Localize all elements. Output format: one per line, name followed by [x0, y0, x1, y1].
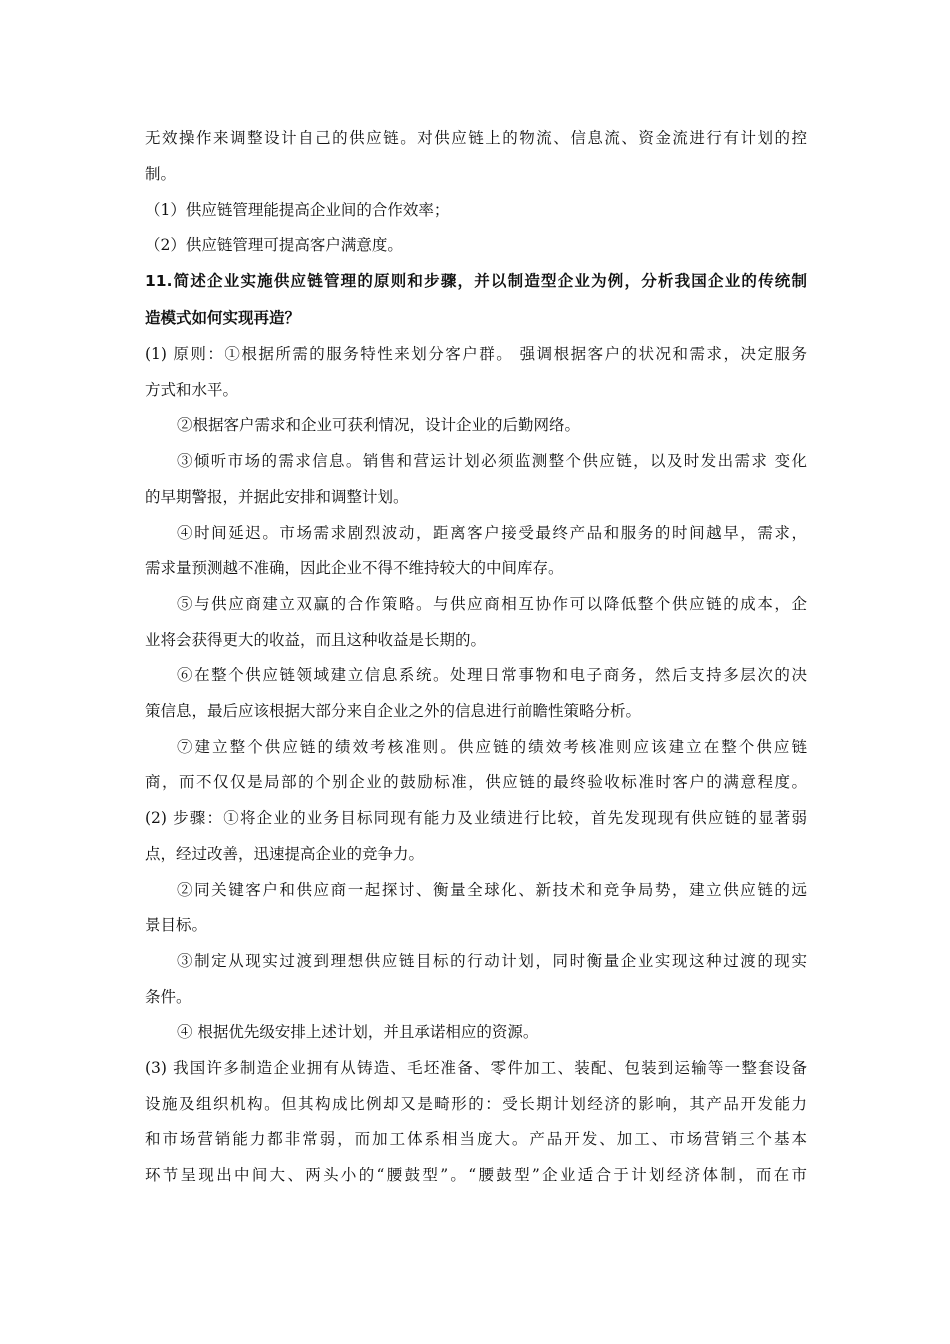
- text-line: ⑦建立整个供应链的绩效考核准则。供应链的绩效考核准则应该建立在整个供应链: [177, 738, 807, 756]
- text-line: ⑥在整个供应链领域建立信息系统。处理日常事物和电子商务，然后支持多层次的决: [177, 666, 807, 684]
- text-line: ④时间延迟。市场需求剧烈波动，距离客户接受最终产品和服务的时间越早，需求，: [177, 524, 807, 542]
- text-line: 条件。: [145, 988, 192, 1006]
- text-line: （1）供应链管理能提高企业间的合作效率；: [145, 201, 450, 219]
- text-line: 的早期警报，并据此安排和调整计划。: [145, 488, 409, 506]
- text-line: ②同关键客户和供应商一起探讨、衡量全球化、新技术和竞争局势，建立供应链的远: [177, 881, 807, 899]
- text-line: 环节呈现出中间大、两头小的“腰鼓型”。“腰鼓型”企业适合于计划经济体制，而在市: [145, 1166, 807, 1184]
- text-line: ②根据客户需求和企业可获利情况，设计企业的后勤网络。: [177, 416, 581, 434]
- text-line: ③制定从现实过渡到理想供应链目标的行动计划，同时衡量企业实现这种过渡的现实: [177, 952, 807, 970]
- text-line: 商，而不仅仅是局部的个别企业的鼓励标准，供应链的最终验收标准时客户的满意程度。: [145, 773, 807, 791]
- text-line: （2）供应链管理可提高客户满意度。: [145, 236, 403, 254]
- text-line: ④ 根据优先级安排上述计划，并且承诺相应的资源。: [177, 1023, 539, 1041]
- text-line: ③倾听市场的需求信息。销售和营运计划必须监测整个供应链，以及时发出需求 变化: [177, 452, 807, 470]
- text-line: ⑤与供应商建立双赢的合作策略。与供应商相互协作可以降低整个供应链的成本，企: [177, 595, 807, 613]
- text-line: 方式和水平。: [145, 381, 239, 399]
- text-line: 景目标。: [145, 916, 208, 934]
- text-line: 策信息，最后应该根据大部分来自企业之外的信息进行前瞻性策略分析。: [145, 702, 642, 720]
- question-heading: 11.简述企业实施供应链管理的原则和步骤，并以制造型企业为例，分析我国企业的传统制: [145, 272, 807, 290]
- text-line: (1) 原则：①根据所需的服务特性来划分客户群。 强调根据客户的状况和需求，决定服务: [145, 345, 807, 363]
- text-line: 业将会获得更大的收益，而且这种收益是长期的。: [145, 631, 487, 649]
- question-heading: 造模式如何实现再造？: [145, 309, 301, 327]
- text-line: (3) 我国许多制造企业拥有从铸造、毛坯准备、零件加工、装配、包装到运输等一整套设备: [145, 1059, 807, 1077]
- text-line: 设施及组织机构。但其构成比例却又是畸形的：受长期计划经济的影响，其产品开发能力: [145, 1095, 807, 1113]
- text-line: 制。: [145, 165, 177, 183]
- text-line: 需求量预测越不准确，因此企业不得不维持较大的中间库存。: [145, 559, 564, 577]
- text-line: 无效操作来调整设计自己的供应链。对供应链上的物流、信息流、资金流进行有计划的控: [145, 129, 807, 147]
- text-line: 和市场营销能力都非常弱，而加工体系相当庞大。产品开发、加工、市场营销三个基本: [145, 1130, 807, 1148]
- text-line: 点，经过改善，迅速提高企业的竞争力。: [145, 845, 425, 863]
- text-line: (2) 步骤：①将企业的业务目标同现有能力及业绩进行比较，首先发现现有供应链的显著弱: [145, 809, 807, 827]
